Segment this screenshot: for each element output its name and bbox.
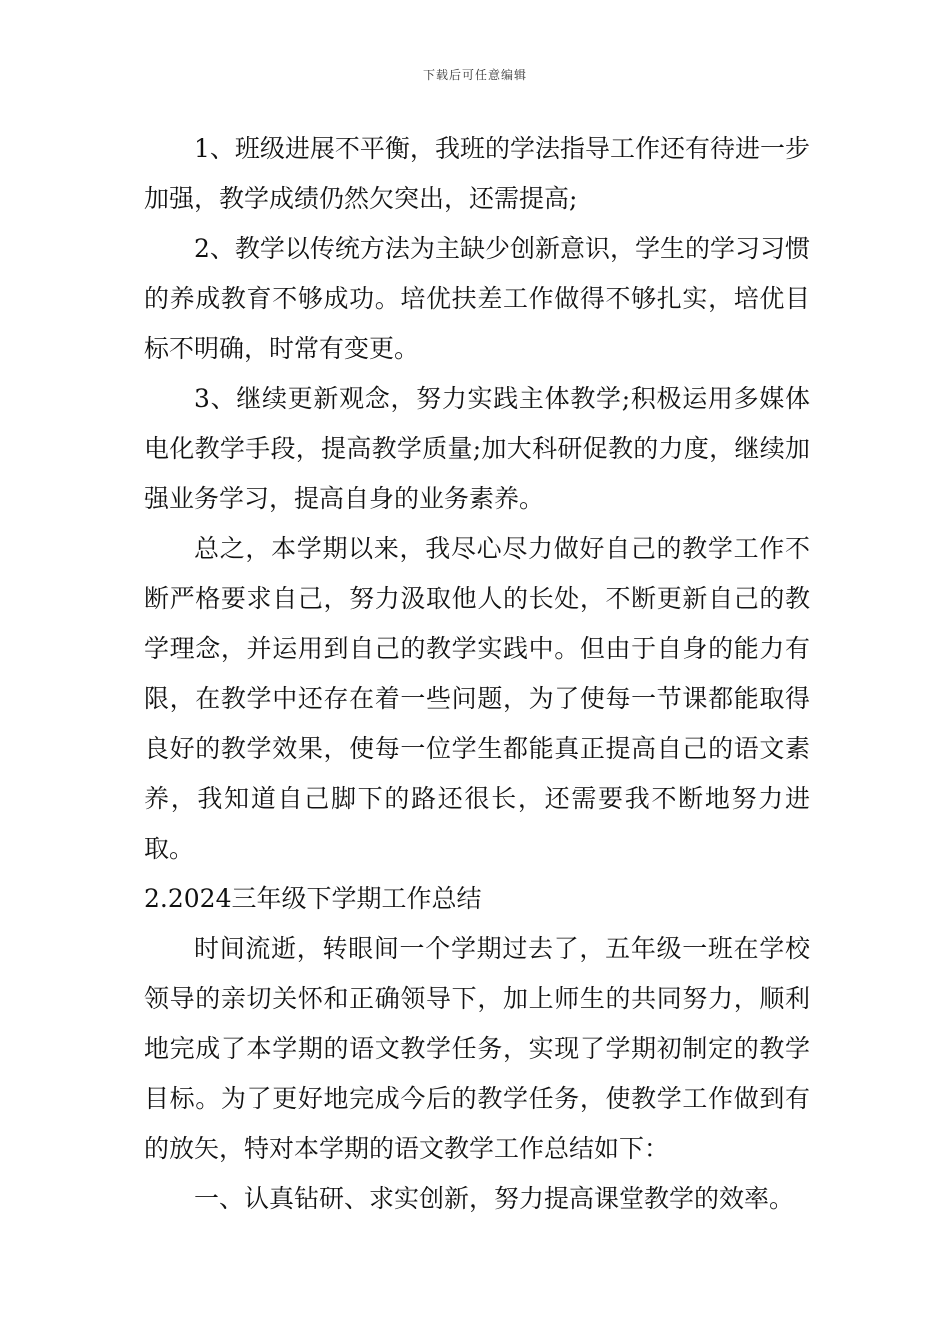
section-title: 2.2024三年级下学期工作总结 — [144, 884, 482, 913]
paragraph-6: 一、认真钻研、求实创新，努力提高课堂教学的效率。 — [194, 1184, 795, 1213]
paragraph-4: 总之，本学期以来，我尽心尽力做好自己的教学工作不断严格要求自己，努力汲取他人的长处，不断更新自己的教学理念，并运用到自己的教学实践中。但由于自身的能力有限，在教学中还存在着一些问题，为了使每一节课都能取得良好的教学效果，使每一位学生都能真正提高自己的语文素养，我知道自己脚下的路还很长，还需要我不断地努力进取。 — [144, 534, 810, 863]
paragraph-5: 时间流逝，转眼间一个学期过去了，五年级一班在学校领导的亲切关怀和正确领导下，加上师生的共同努力，顺利地完成了本学期的语文教学任务，实现了学期初制定的教学目标。为了更好地完成今后的教学任务，使教学工作做到有的放矢，特对本学期的语文教学工作总结如下： — [144, 934, 810, 1163]
document-body — [144, 124, 810, 1224]
page-header-note: 下载后可任意编辑 — [422, 68, 527, 82]
paragraph-1: 1、班级进展不平衡，我班的学法指导工作还有待进一步加强，教学成绩仍然欠突出，还需提高; — [144, 134, 810, 213]
paragraph-3: 3、继续更新观念，努力实践主体教学;积极运用多媒体电化教学手段，提高教学质量;加大科研促教的力度，继续加强业务学习，提高自身的业务素养。 — [144, 384, 810, 513]
paragraph-2: 2、教学以传统方法为主缺少创新意识，学生的学习习惯的养成教育不够成功。培优扶差工作做得不够扎实，培优目标不明确，时常有变更。 — [144, 234, 810, 363]
